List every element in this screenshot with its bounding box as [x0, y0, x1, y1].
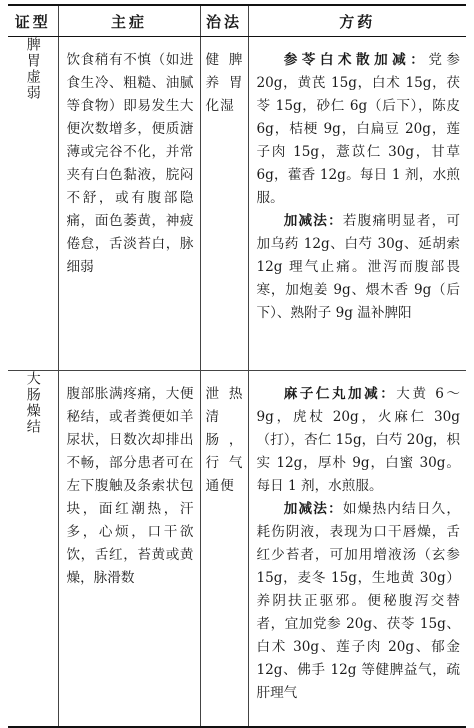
formula-paragraph — [257, 49, 461, 210]
symptoms-cell — [58, 371, 200, 728]
table-row — [8, 371, 466, 728]
symptoms-text: 腹部胀满疼痛，大便秘结，或者粪便如羊尿状，日数次却排出不畅，部分患者可在左下腹触及条索状包块，面红潮热，汗多，心烦，口干欲饮，舌红，苔黄或黄燥，脉滑数 — [66, 386, 194, 586]
method-text: 泄热清肠，行气通便 — [205, 386, 244, 494]
formula-cell — [248, 37, 466, 371]
formula-body: 大黄 6～9g，虎杖 20g，火麻仁 30g（打），杏仁 15g，白芍 20g，枳实 12g，厚朴 9g，白蜜 30g。每日 1 剂，水煎服。 — [256, 386, 460, 494]
formula-body: 党参 20g，黄芪 15g，白术 15g，茯苓 15g，砂仁 6g（后下），陈皮 6g，桔梗 9g，白扁豆 20g，莲子肉 15g，薏苡仁 30g，甘草 6g，藿香 12g。每日 1 剂，水煎服。 — [256, 52, 461, 206]
formula-heading: 参苓白术散加减： — [283, 52, 429, 68]
modification-paragraph — [257, 498, 461, 705]
modification-heading: 加减法： — [283, 501, 343, 517]
symptoms-cell — [58, 37, 200, 371]
method-text: 健脾养胃化湿 — [205, 52, 244, 114]
header-method: 治法 — [200, 5, 248, 37]
formula-paragraph — [257, 383, 461, 498]
modification-paragraph — [257, 210, 461, 325]
header-symptoms: 主症 — [58, 5, 200, 37]
syndrome-cell — [8, 371, 58, 728]
syndrome-cell — [8, 37, 58, 371]
syndrome-treatment-table — [8, 4, 466, 728]
formula-heading: 麻子仁丸加减： — [283, 386, 397, 402]
modification-body: 如燥热内结日久，耗伤阴液，表现为口干唇燥，舌红少苔者，可加用增液汤（玄参 15g，麦冬 15g，生地黄 30g）养阴扶正驱邪。便秘腹泻交替者，宜加党参 20g、茯苓 15g、白术 30g、莲子肉 20g、郁金 12g、佛手 12g 等健脾益气，疏肝理气 — [256, 501, 461, 701]
method-cell — [200, 37, 248, 371]
header-formula: 方药 — [248, 5, 466, 37]
modification-body: 若腹痛明显者，可加乌药 12g、白芍 30g、延胡索 12g 理气止痛。泄泻而腹部畏寒，加炮姜 9g、煨木香 9g（后下）、熟附子 9g 温补脾阳 — [256, 213, 461, 321]
formula-cell — [248, 371, 466, 728]
symptoms-text: 饮食稍有不慎（如进食生冷、粗糙、油腻等食物）即易发生大便次数增多，便质溏薄或完谷不化，并常夹有白色黏液，脘闷不舒，或有腹部隐痛，面色萎黄，神疲倦怠，舌淡苔白，脉细弱 — [66, 52, 194, 275]
modification-heading: 加减法： — [283, 213, 343, 229]
syndrome-label: 大肠燥结 — [24, 371, 41, 435]
header-syndrome: 证型 — [8, 5, 58, 37]
method-cell — [200, 371, 248, 728]
table-header — [8, 5, 466, 37]
table-row — [8, 37, 466, 371]
syndrome-label: 脾胃虚弱 — [24, 37, 41, 101]
